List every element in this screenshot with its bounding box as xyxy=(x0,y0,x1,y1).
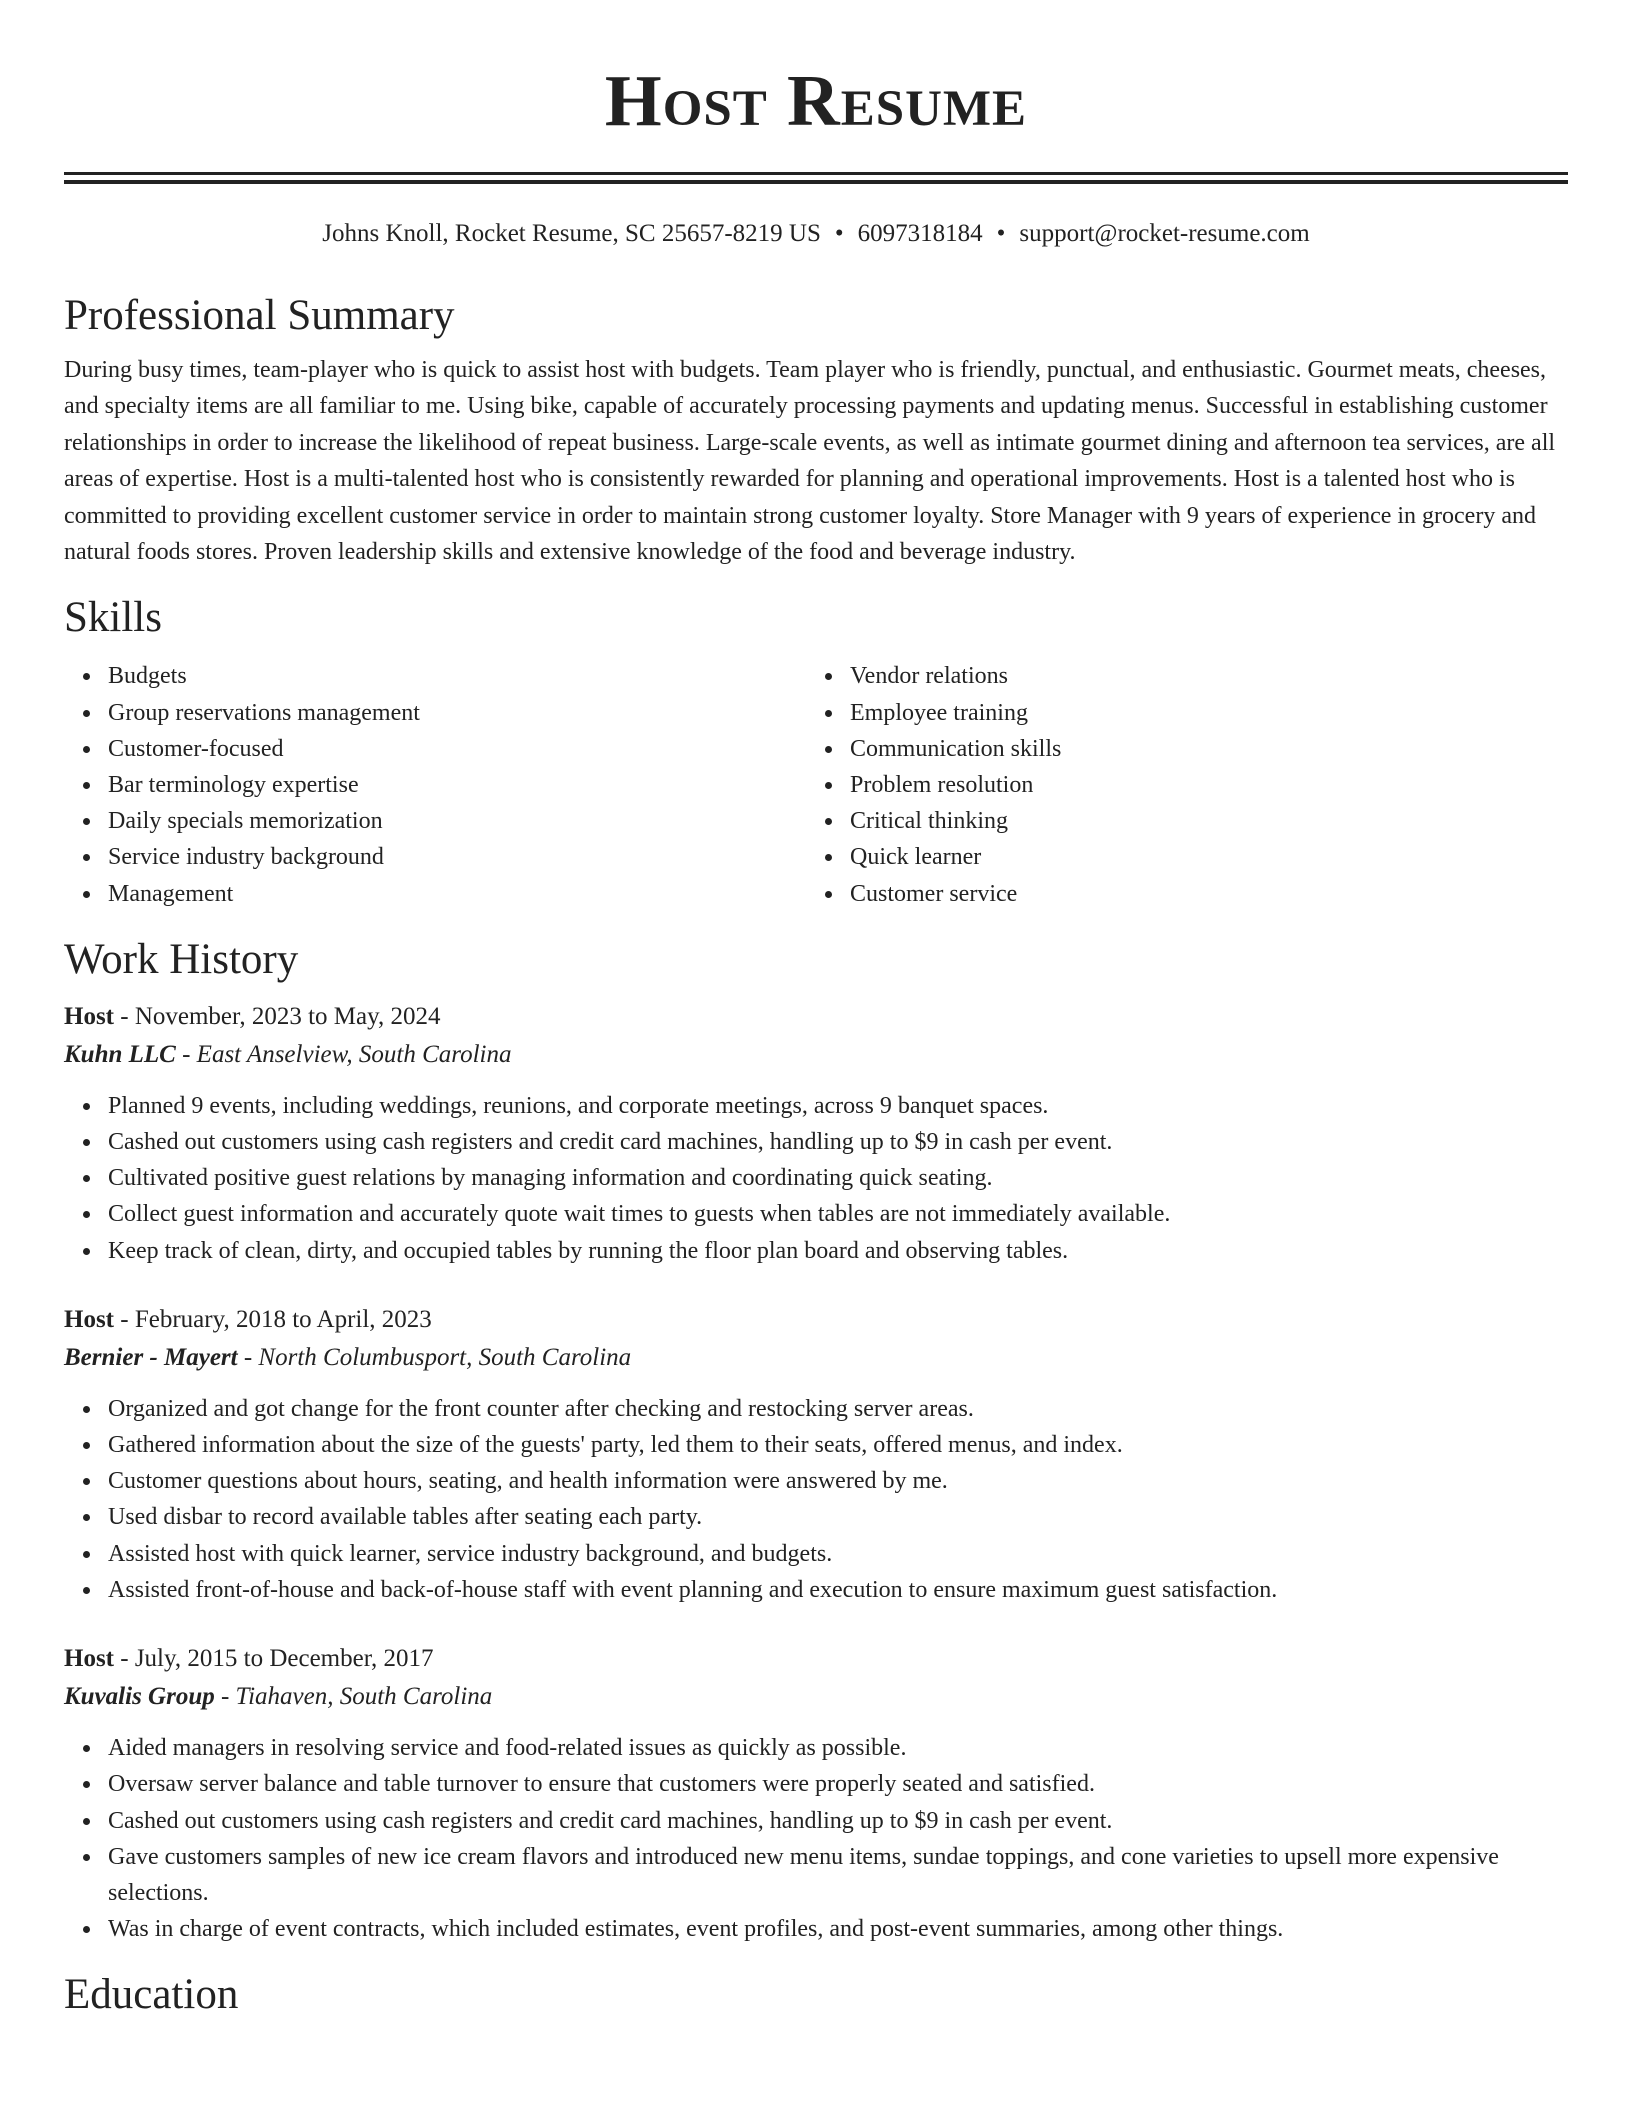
job-title: Host xyxy=(64,1305,114,1333)
job-bullet: Assisted front-of-house and back-of-house staff with event planning and execution to ensure maximum guest satisfaction. xyxy=(108,1572,1568,1608)
job-header xyxy=(64,1640,1568,1678)
job-company-line xyxy=(64,1678,1568,1716)
job-company: Bernier - Mayert xyxy=(64,1343,238,1371)
contact-line xyxy=(64,218,1568,250)
job-bullet: Planned 9 events, including weddings, reunions, and corporate meetings, across 9 banquet spaces. xyxy=(108,1088,1568,1124)
skill-item: Vendor relations xyxy=(850,658,1548,694)
job-company: Kuvalis Group xyxy=(64,1683,215,1711)
skill-item: Group reservations management xyxy=(108,695,806,731)
job-entry xyxy=(64,998,1568,1269)
skills-list xyxy=(64,658,1568,911)
job-bullet: Used disbar to record available tables after seating each party. xyxy=(108,1499,1568,1535)
skill-item: Bar terminology expertise xyxy=(108,767,806,803)
skills-heading: Skills xyxy=(64,594,162,642)
job-location: - North Columbusport, South Carolina xyxy=(237,1343,632,1371)
work-history-heading: Work History xyxy=(64,935,299,983)
job-bullet: Was in charge of event contracts, which included estimates, event profiles, and post-event summaries, among other things. xyxy=(108,1911,1568,1947)
skill-item: Customer-focused xyxy=(108,731,806,767)
job-bullet: Gathered information about the size of the guests' party, led them to their seats, offered menus, and index. xyxy=(108,1427,1568,1463)
skill-item: Budgets xyxy=(108,658,806,694)
job-dates: - November, 2023 to May, 2024 xyxy=(114,1002,441,1030)
education-heading: Education xyxy=(64,1971,239,2019)
job-bullet: Cashed out customers using cash registers and credit card machines, handling up to $9 in cash per event. xyxy=(108,1803,1568,1839)
skill-item: Employee training xyxy=(850,695,1548,731)
job-company: Kuhn LLC xyxy=(64,1040,176,1068)
skill-item: Daily specials memorization xyxy=(108,803,806,839)
job-company-line xyxy=(64,1036,1568,1074)
title-divider xyxy=(64,172,1568,184)
job-title: Host xyxy=(64,1645,114,1673)
skill-item: Communication skills xyxy=(850,731,1548,767)
job-header xyxy=(64,998,1568,1036)
job-company-line xyxy=(64,1339,1568,1377)
job-bullet: Gave customers samples of new ice cream flavors and introduced new menu items, sundae toppings, and cone varieties to upsell more expensive selections. xyxy=(108,1839,1568,1911)
job-bullet: Aided managers in resolving service and food-related issues as quickly as possible. xyxy=(108,1730,1568,1766)
skill-item: Critical thinking xyxy=(850,803,1548,839)
job-bullets xyxy=(64,1088,1568,1269)
skill-item: Service industry background xyxy=(108,839,806,875)
contact-address: Johns Knoll, Rocket Resume, SC 25657-8219 US xyxy=(322,220,821,247)
job-bullet: Collect guest information and accurately quote wait times to guests when tables are not immediately available. xyxy=(108,1196,1568,1232)
resume-title: Host Resume xyxy=(604,60,1028,141)
job-bullets xyxy=(64,1391,1568,1608)
job-bullet: Keep track of clean, dirty, and occupied tables by running the floor plan board and observing tables. xyxy=(108,1233,1568,1269)
summary-heading: Professional Summary xyxy=(64,292,455,339)
job-bullet: Assisted host with quick learner, service industry background, and budgets. xyxy=(108,1536,1568,1572)
job-entry xyxy=(64,1640,1568,1947)
job-bullet: Cashed out customers using cash registers and credit card machines, handling up to $9 in cash per event. xyxy=(108,1124,1568,1160)
contact-separator: • xyxy=(834,220,844,247)
skill-item: Management xyxy=(108,876,806,912)
job-bullet: Cultivated positive guest relations by managing information and coordinating quick seating. xyxy=(108,1160,1568,1196)
job-entry xyxy=(64,1301,1568,1608)
job-title: Host xyxy=(64,1002,114,1030)
skill-item: Problem resolution xyxy=(850,767,1548,803)
job-bullet: Organized and got change for the front counter after checking and restocking server areas. xyxy=(108,1391,1568,1427)
job-dates: - February, 2018 to April, 2023 xyxy=(114,1305,432,1333)
skill-item: Customer service xyxy=(850,876,1548,912)
job-bullet: Customer questions about hours, seating, and health information were answered by me. xyxy=(108,1463,1568,1499)
skills-column-left xyxy=(64,658,806,911)
job-dates: - July, 2015 to December, 2017 xyxy=(114,1645,434,1673)
job-location: - Tiahaven, South Carolina xyxy=(214,1683,493,1711)
skill-item: Quick learner xyxy=(850,839,1548,875)
contact-separator: • xyxy=(996,220,1006,247)
skills-column-right xyxy=(806,658,1548,911)
job-location: - East Anselview, South Carolina xyxy=(175,1040,512,1068)
summary-text: During busy times, team-player who is quick to assist host with budgets. Team player who is friendly, punctual, and enthusiastic. Gourmet meats, cheeses, and specialty items are all familiar to me. Using bike, capable of accurately processing payments and updating menus. Successful in establishing customer relationships in order to increase the likelihood of repeat business. Large-scale events, as well as intimate gourmet dining and afternoon tea services, are all areas of expertise. Host is a multi-talented host who is consistently rewarded for planning and operational improvements. Host is a talented host who is committed to providing excellent customer service in order to maintain strong customer loyalty. Store Manager with 9 years of experience in grocery and natural foods stores. Proven leadership skills and extensive knowledge of the food and beverage industry. xyxy=(64,357,1556,566)
job-header xyxy=(64,1301,1568,1339)
job-bullets xyxy=(64,1730,1568,1947)
contact-phone: 6097318184 xyxy=(857,220,983,247)
contact-email: support@rocket-resume.com xyxy=(1019,220,1310,247)
job-bullet: Oversaw server balance and table turnover to ensure that customers were properly seated and satisfied. xyxy=(108,1766,1568,1802)
